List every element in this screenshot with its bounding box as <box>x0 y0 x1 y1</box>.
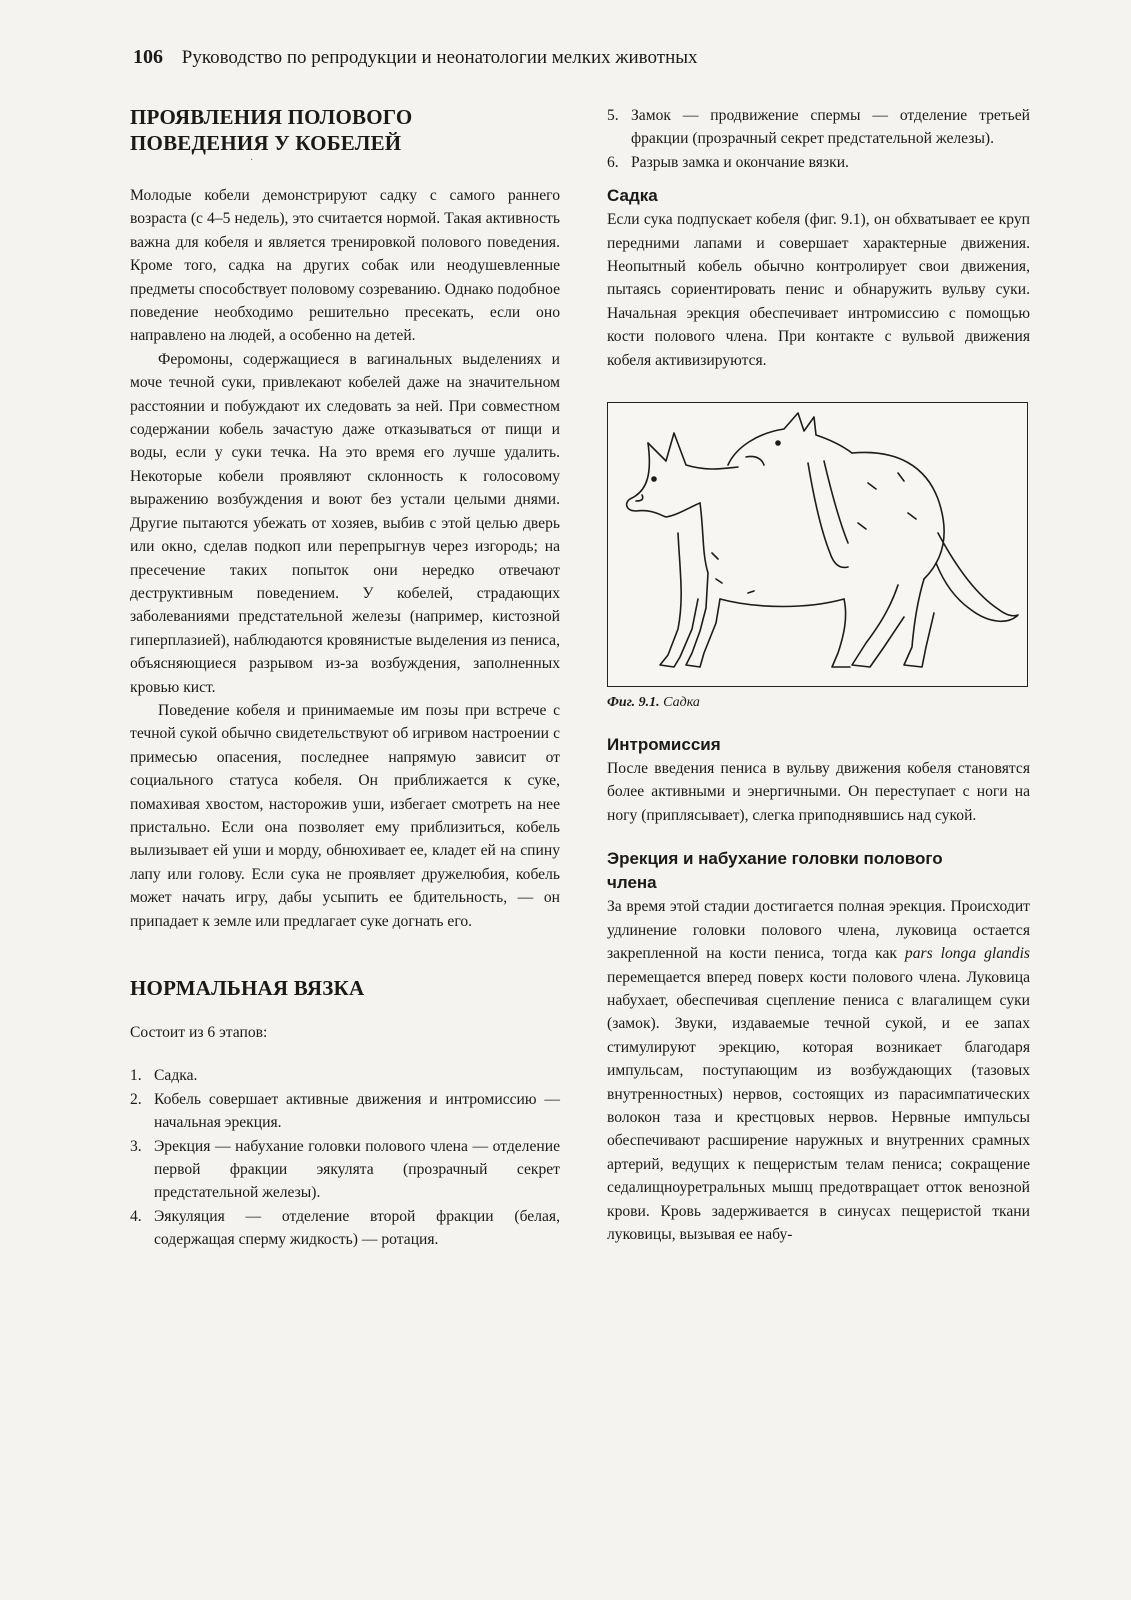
page-number: 106 <box>133 46 163 68</box>
paragraph: Поведение кобеля и принимаемые им позы при встрече с течной сукой обычно свидетельствуют об игривом настроении с примесью опасения, последнее напрямую зависит от социального статуса кобеля. Он приближается к суке, помахивая хвостом, насторожив уши, избегает смотреть на нее пристально. Если она позволяет ему приблизиться, кобель вылизывает ей уши и морду, обнюхивает ее, кладет ей на спину лапу или голову. Если сука не проявляет дружелюбия, кобель может начать игру, дабы усыпить ее бдительность, — он припадает к земле или предлагает суке догнать его. <box>130 701 560 930</box>
section-title-behavior <box>130 104 560 156</box>
subsection-title-intromission: Интромиссия <box>607 735 721 755</box>
section-title-mating: НОРМАЛЬНАЯ ВЯЗКА <box>130 976 365 1000</box>
stray-mark: · <box>250 155 254 166</box>
list-item <box>130 1088 560 1135</box>
list-item <box>130 1205 560 1252</box>
list-number: 4. <box>130 1207 142 1225</box>
subsection-title-erection <box>607 847 1030 895</box>
list-item <box>130 1135 560 1205</box>
list-number: 1. <box>130 1067 142 1085</box>
subsection-title-sadka: Садка <box>607 186 658 206</box>
running-title: Руководство по репродукции и неонатологии мелких животных <box>181 47 698 68</box>
paragraph: Молодые кобели демонстрируют садку с самого раннего возраста (с 4–5 недель), это считается нормой. Такая активность важна для кобеля и является тренировкой полового поведения. Кроме того, садка на других собак или неодушевленные предметы способствует половому созреванию. Однако подобное поведение необходимо решительно пресекать, если оно направлено на людей, а особенно на детей. <box>130 187 560 345</box>
left-column <box>130 104 560 1252</box>
section-title-line: ПОВЕДЕНИЯ У КОБЕЛЕЙ <box>130 131 402 155</box>
stages-list <box>130 1064 560 1251</box>
section-title-line: ПРОЯВЛЕНИЯ ПОЛОВОГО <box>130 105 413 129</box>
list-number: 5. <box>607 107 619 124</box>
subsection-title-line: Эрекция и набухание головки полового <box>607 849 943 869</box>
paragraph: Если сука подпускает кобеля (фиг. 9.1), он обхватывает ее круп передними лапами и совершает характерные движения. Неопытный кобель обычно контролирует свои движения, пытаясь сориентировать пенис и обнаружить вульву суки. Начальная эрекция обеспечивает интромиссию с помощью кости полового члена. При контакте с вульвой движения кобеля активизируются. <box>607 211 1030 369</box>
list-item <box>130 1064 560 1087</box>
figure-illustration <box>607 402 1028 687</box>
text-run: перемещается вперед поверх кости полового члена. Луковица набухает, обеспечивая сцепление пениса с влагалищем суки (замок). Звуки, издаваемые течной сукой, и ее запах стимулируют эрекцию, которая возникает благодаря импульсам, поступающим из возбуждающих (тазовых внутренностных) нервов, состоящих из парасимпатических волокон таза и крестцовых нервов. Нервные импульсы обеспечивают расширение наружных и внутренних срамных артерий, ведущих к пещеристым телам пениса; сокращение седалищноуретральных мышц предотвращает отток венозной крови. Кровь задерживается в синусах пещеристой ткани луковицы, вызывая ее набу- <box>607 968 1030 1243</box>
list-number: 3. <box>130 1137 142 1155</box>
paragraph: После введения пениса в вульву движения кобеля становятся более активными и энергичными. Он переступает с ноги на ногу (приплясывает), слегка приподнявшись над сукой. <box>607 760 1030 824</box>
paragraph: Феромоны, содержащиеся в вагинальных выделениях и моче течной суки, привлекают кобелей даже на значительном расстоянии и побуждают их следовать за ней. При совместном содержании кобель зачастую даже отказываться от пищи и воды, если у суки течка. На это время его лучше удалить. Некоторые кобели проявляют склонность к голосовому выражению возбуждения и воют без устали целыми днями. Другие пытаются убежать от хозяев, выбив с этой целью дверь или окно, сделав подкоп или перепрыгнув через изгородь; на пресечение таких попыток они нередко отвечают деструктивным поведением. У кобелей, страдающих заболеваниями предстательной железы (например, кистозной гиперплазией), наблюдаются кровянистые выделения из пениса, объясняющиеся разрывом из-за возбуждения, заполненных кровью кист. <box>130 350 560 696</box>
right-column <box>607 104 1030 1246</box>
list-item <box>607 151 1030 174</box>
subsection-title-line: члена <box>607 873 657 893</box>
latin-term: pars longa glandis <box>904 945 1031 963</box>
list-item <box>607 104 1030 151</box>
figure-label: Фиг. 9.1. <box>607 695 660 711</box>
stages-list-continued <box>607 104 1030 174</box>
text-run: За время этой стадии достигается полная эрекция. Происходит удлинение головки полового члена, луковица остается закрепленной на кости пениса, тогда как <box>607 898 1030 963</box>
dogs-mating-illustration <box>608 403 1027 686</box>
list-text: Кобель совершает активные движения и интромиссию — начальная эрекция. <box>154 1090 560 1132</box>
list-text: Эрекция — набухание головки полового члена — отделение первой фракции эякулята (прозрачный секрет предстательной железы). <box>154 1137 560 1202</box>
list-text: Разрыв замка и окончание вязки. <box>631 153 849 171</box>
list-text: Эякуляция — отделение второй фракции (белая, содержащая сперму жидкость) — ротация. <box>154 1207 560 1249</box>
running-header <box>133 46 1033 69</box>
stages-intro: Состоит из 6 этапов: <box>130 1024 268 1041</box>
paragraph <box>607 895 1030 1246</box>
figure-caption <box>607 693 1030 713</box>
list-text: Садка. <box>154 1067 198 1085</box>
list-number: 2. <box>130 1090 142 1108</box>
list-number: 6. <box>607 153 619 171</box>
figure-caption-text: Садка <box>663 695 700 711</box>
list-text: Замок — продвижение спермы — отделение третьей фракции (прозрачный секрет предстательной железы). <box>631 107 1030 148</box>
